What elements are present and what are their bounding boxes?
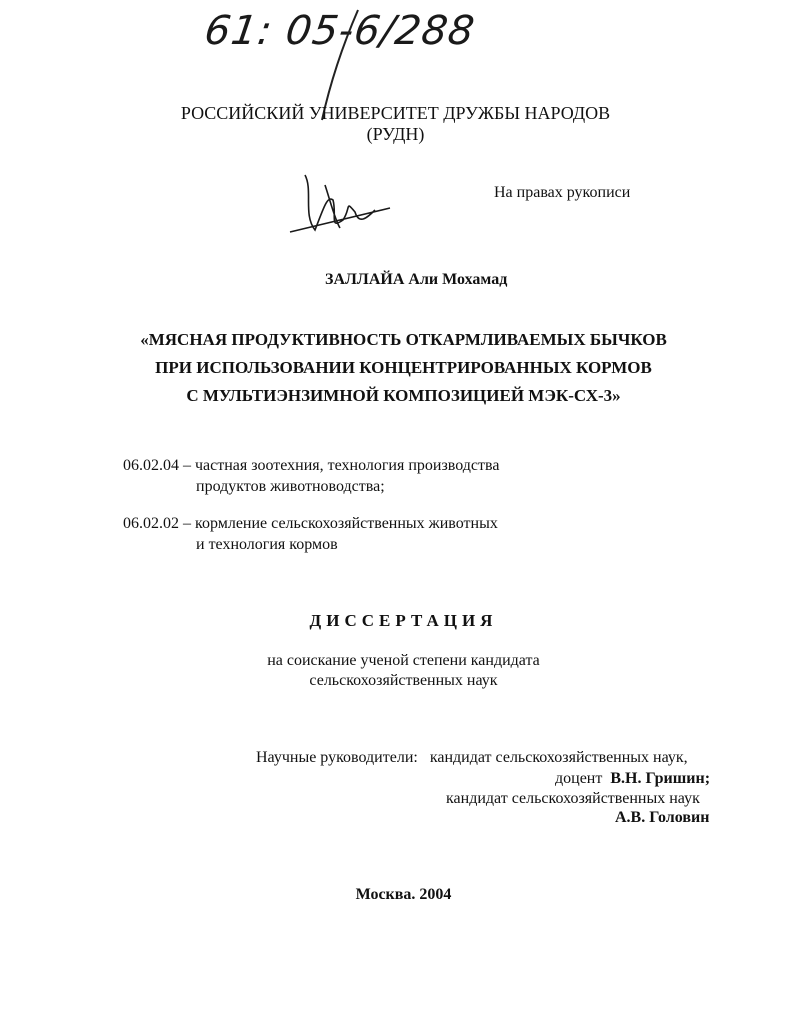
supervisor-name: А.В. Головин bbox=[615, 809, 710, 826]
manuscript-rights: На правах рукописи bbox=[494, 184, 631, 201]
supervisors-first-line bbox=[256, 749, 688, 767]
document-type: ДИССЕРТАЦИЯ bbox=[309, 611, 498, 630]
specialty-continuation: продуктов животноводства; bbox=[196, 478, 385, 495]
university-abbr: (РУДН) bbox=[366, 124, 425, 144]
supervisor-degree: кандидат сельскохозяйственных наук bbox=[446, 790, 700, 807]
supervisor-name: В.Н. Гришин; bbox=[610, 770, 711, 787]
specialty-code-line: 06.02.04 – частная зоотехния, технология производства bbox=[123, 457, 500, 474]
archive-number-handwritten: 61: 05-6/288 bbox=[201, 8, 478, 54]
author-name: ЗАЛЛАЙА Али Мохамад bbox=[325, 271, 508, 288]
dissertation-title-line: «МЯСНАЯ ПРОДУКТИВНОСТЬ ОТКАРМЛИВАЕМЫХ БЫЧКОВ bbox=[140, 330, 667, 349]
supervisors-label: Научные руководители: bbox=[256, 749, 418, 766]
degree-line: сельскохозяйственных наук bbox=[309, 672, 498, 689]
supervisor-position: доцент bbox=[555, 770, 603, 787]
specialty-continuation: и технология кормов bbox=[196, 536, 338, 553]
city-year: Москва. 2004 bbox=[355, 886, 452, 903]
dissertation-title-line: ПРИ ИСПОЛЬЗОВАНИИ КОНЦЕНТРИРОВАННЫХ КОРМОВ bbox=[155, 358, 652, 377]
supervisor-position-line bbox=[555, 770, 710, 788]
signature bbox=[285, 170, 395, 240]
supervisor-degree: кандидат сельскохозяйственных наук, bbox=[429, 749, 688, 766]
dissertation-title-line: С МУЛЬТИЭНЗИМНОЙ КОМПОЗИЦИЕЙ МЭК-СХ-3» bbox=[186, 386, 621, 405]
specialty-code-line: 06.02.02 – кормление сельскохозяйственных животных bbox=[123, 515, 498, 532]
degree-line: на соискание ученой степени кандидата bbox=[267, 652, 540, 669]
university-name: РОССИЙСКИЙ УНИВЕРСИТЕТ ДРУЖБЫ НАРОДОВ bbox=[180, 103, 611, 123]
